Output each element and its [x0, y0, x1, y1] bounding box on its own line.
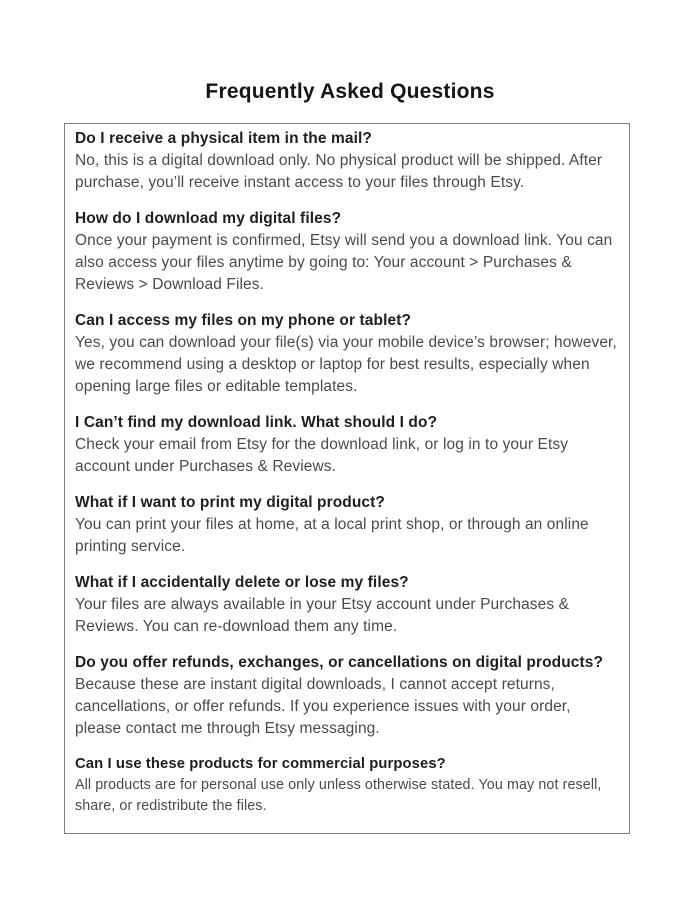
faq-answer: No, this is a digital download only. No physical product will be shipped. After purchase, you’ll receive instant access to your files through Etsy.	[75, 152, 603, 191]
faq-question: Can I use these products for commercial purposes?	[75, 756, 446, 772]
faq-answer: Because these are instant digital downloads, I cannot accept returns, cancellations, or offer refunds. If you experience issues with your order, please contact me through Etsy messaging.	[75, 676, 571, 737]
faq-item	[75, 492, 619, 558]
faq-answer: Your files are always available in your Etsy account under Purchases & Reviews. You can re-download them any time.	[75, 596, 570, 635]
faq-question: I Can’t find my download link. What should I do?	[75, 414, 438, 431]
page-title: Frequently Asked Questions	[205, 80, 495, 103]
faq-question: What if I accidentally delete or lose my files?	[75, 574, 409, 591]
faq-item	[75, 208, 619, 296]
faq-answer: You can print your files at home, at a local print shop, or through an online printing service.	[75, 516, 589, 555]
faq-question: Do I receive a physical item in the mail?	[75, 130, 372, 147]
faq-item	[75, 310, 619, 398]
faq-question: Can I access my files on my phone or tablet?	[75, 312, 412, 329]
faq-question: What if I want to print my digital product?	[75, 494, 385, 511]
faq-item	[75, 128, 619, 194]
faq-answer: All products are for personal use only unless otherwise stated. You may not resell, share, or redistribute the files.	[75, 777, 602, 814]
faq-answer: Check your email from Etsy for the download link, or log in to your Etsy account under Purchases & Reviews.	[75, 436, 569, 475]
faq-item	[75, 652, 619, 740]
faq-box	[64, 123, 630, 834]
faq-question: How do I download my digital files?	[75, 210, 342, 227]
faq-item	[75, 412, 619, 478]
faq-question: Do you offer refunds, exchanges, or cancellations on digital products?	[75, 654, 604, 671]
faq-item	[75, 572, 619, 638]
faq-item	[75, 754, 619, 817]
faq-answer: Yes, you can download your file(s) via your mobile device’s browser; however, we recommend using a desktop or laptop for best results, especially when opening large files or editable templates.	[75, 334, 617, 395]
faq-answer: Once your payment is confirmed, Etsy will send you a download link. You can also access your files anytime by going to: Your account > Purchases & Reviews > Download Files.	[75, 232, 613, 293]
